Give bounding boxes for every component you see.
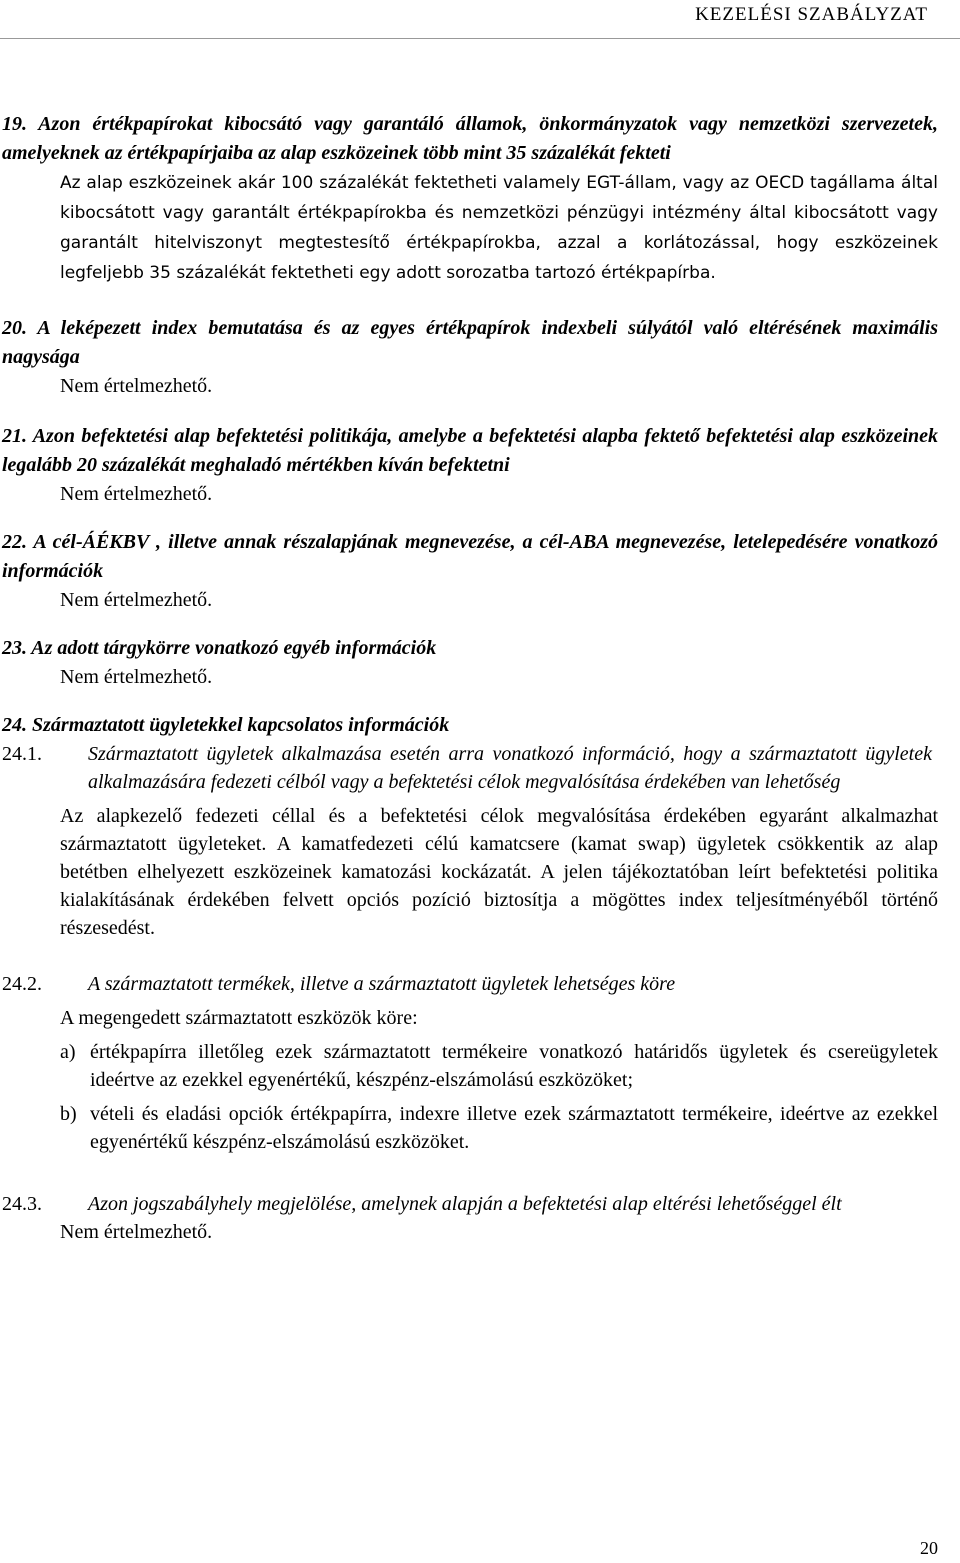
subsection-24-3-heading xyxy=(2,1190,938,1218)
subsection-24-1-title: Származtatott ügyletek alkalmazása esetén arra vonatkozó információ, hogy a származtatott ügyletek alkalmazására fedezeti célból vagy a befektetési célok megvalósítása érdekében van lehetőség xyxy=(88,743,932,793)
subsection-24-1-number: 24.1. xyxy=(2,743,42,765)
section-22-text: Nem értelmezhető. xyxy=(60,589,213,611)
subsection-24-2-title: A származtatott termékek, illetve a származtatott ügyletek lehetséges köre xyxy=(88,973,676,995)
running-header: KEZELÉSI SZABÁLYZAT xyxy=(695,4,928,25)
subsection-24-1-heading xyxy=(2,740,938,796)
section-19-text: Az alap eszközeinek akár 100 százalékát fektetheti valamely EGT-állam, vagy az OECD tagállama által kibocsátott vagy garantált értékpapírokba és nemzetközi pénzügyi intézmény által kibocsátott vagy garantált hitelviszonyt megtestesítő értékpapírokba, azzal a korlátozással, hogy eszközeinek legfeljebb 35 százalékát fektetheti egy adott sorozatba tartozó értékpapírba. xyxy=(60,173,938,283)
subsection-24-3-number: 24.3. xyxy=(2,1193,42,1215)
subsection-24-1-text: Az alapkezelő fedezeti céllal és a befektetési célok megvalósítása érdekében egyaránt alkalmazhat származtatott ügyleteket. A kamatfedezeti célú kamatcsere (kamat swap) ügyletek csökkentik az alap betétben elhelyezett eszközeinek kamatozási kockázatát. A jelen tájékoztatóban leírt befektetési politika kialakításának érdekében felvett opciós pozíció biztosítja a mögöttes index teljesítményéből történő részesedést. xyxy=(60,805,938,939)
section-21-text: Nem értelmezhető. xyxy=(60,483,213,505)
section-23-title: 23. Az adott tárgykörre vonatkozó egyéb információk xyxy=(2,637,437,659)
page-number: 20 xyxy=(920,1538,938,1558)
list-item-text: vételi és eladási opciók értékpapírra, indexre illetve ezek származtatott termékeire, ideértve az ezekkel egyenértékű készpénz-elszámolású eszközöket. xyxy=(90,1103,938,1153)
section-20-title: 20. A leképezett index bemutatása és az egyes értékpapírok indexbeli súlyától való eltérésének maximális nagysága xyxy=(2,317,938,368)
list-item-marker: a) xyxy=(60,1041,76,1063)
subsection-24-3-title: Azon jogszabályhely megjelölése, amelynek alapján a befektetési alap eltérési lehetőséggel élt xyxy=(88,1193,842,1215)
section-21-title: 21. Azon befektetési alap befektetési politikája, amelybe a befektetési alapba fektető befektetési alap eszközeinek legalább 20 százalékát meghaladó mértékben kíván befektetni xyxy=(2,425,938,476)
subsection-24-2-intro: A megengedett származtatott eszközök köre: xyxy=(60,1007,418,1029)
subsection-24-3-text: Nem értelmezhető. xyxy=(60,1221,213,1243)
section-23-text: Nem értelmezhető. xyxy=(60,666,213,688)
list-item-marker: b) xyxy=(60,1103,77,1125)
section-22-title: 22. A cél-ÁÉKBV , illetve annak részalapjának megnevezése, a cél-ABA megnevezése, letelepedésére vonatkozó információk xyxy=(2,531,938,582)
list-item-text: értékpapírra illetőleg ezek származtatott termékeire vonatkozó határidős ügyletek és csereügyletek ideértve az ezekkel egyenértékű, készpénz-elszámolású eszközöket; xyxy=(90,1041,938,1091)
section-24-title: 24. Származtatott ügyletekkel kapcsolatos információk xyxy=(2,714,450,736)
list-item xyxy=(2,1100,938,1156)
section-19-title: 19. Azon értékpapírokat kibocsátó vagy garantáló államok, önkormányzatok vagy nemzetközi szervezetek, amelyeknek az értékpapírjaiba az alap eszközeinek több mint 35 százalékát fekteti xyxy=(2,113,938,164)
section-20-text: Nem értelmezhető. xyxy=(60,375,213,397)
list-item xyxy=(2,1038,938,1094)
document-body xyxy=(2,110,938,1246)
subsection-24-2-heading xyxy=(2,970,938,998)
subsection-24-2-number: 24.2. xyxy=(2,973,42,995)
header-rule xyxy=(0,38,960,39)
